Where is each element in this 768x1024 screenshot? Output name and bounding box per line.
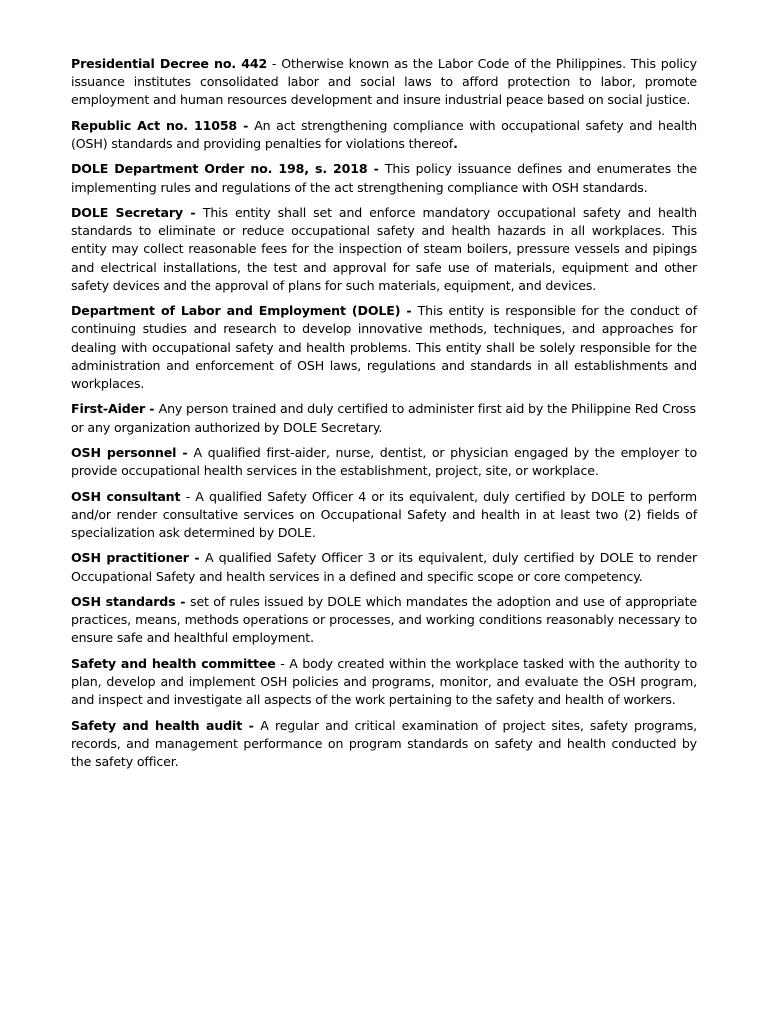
definition-osh-consultant [71,488,697,543]
definition-separator: - [267,56,282,71]
definition-term: DOLE Secretary [71,204,183,220]
definition-term: OSH personnel [71,444,177,460]
definition-text: This entity is responsible for the conduct of continuing studies and research to develop innovative methods, techniques, and approaches for dealing with occupational safety and health problems. This entity shall be solely responsible for the administration and enforcement of OSH laws, regulations and standards in all establishments and workplaces. [71,303,698,391]
definition-separator: - [275,655,290,671]
definition-separator: - [237,117,255,133]
definition-separator: - [188,550,206,566]
definition-separator: - [182,204,203,220]
definition-term: DOLE Department Order no. 198, s. 2018 [71,161,368,177]
definition-separator: - [145,401,159,417]
definition-term: Presidential Decree no. 442 [71,56,268,71]
definition-presidential-decree-442 [71,55,697,110]
definition-safety-and-health-audit [71,717,697,772]
definition-dole-secretary [71,204,697,295]
definition-separator: - [176,444,194,460]
definition-text: A qualified Safety Officer 4 or its equivalent, duly certified by DOLE to perform and/or render consultative services on Occupational Safety and health in at least two (2) fields of specialization ask determined by DOLE. [71,488,698,540]
definition-term: OSH practitioner [71,550,189,566]
definition-term: Department of Labor and Employment (DOLE) [71,303,401,319]
definition-term: OSH standards [71,593,176,609]
definition-separator: - [180,488,196,504]
definition-osh-practitioner [71,549,697,585]
definition-text: This entity shall set and enforce mandatory occupational safety and health standards to eliminate or reduce occupational safety and health hazards in all workplaces. This entity may collect reasonable fees for the inspection of steam boilers, pressure vessels and pipings and electrical installations, the test and approval for safe use of materials, equipment and other safety devices and the approval of plans for such materials, equipment, and devices. [71,204,697,293]
definition-separator: - [367,161,385,177]
definition-text: Any person trained and duly certified to administer first aid by the Philippine Red Cross or any organization authorized by DOLE Secretary. [71,401,696,435]
definition-text: A qualified first-aider, nurse, dentist, or physician engaged by the employer to provide occupational health services in the establishment, project, site, or workplace. [71,444,697,479]
definition-osh-standards [71,593,697,648]
definition-republic-act-11058 [71,117,697,153]
glossary-page [71,55,697,778]
definition-separator: - [175,593,191,609]
definition-term: Safety and health committee [71,655,276,671]
definition-text: A body created within the workplace tasked with the authority to plan, develop and implement OSH policies and programs, monitor, and evaluate the OSH program, and inspect and investigate all aspects of the work pertaining to the safety and health of workers. [71,655,697,708]
definition-term: OSH consultant [71,488,181,504]
definition-dole [71,302,697,393]
definition-term: First-Aider [71,401,146,417]
definition-text: An act strengthening compliance with occupational safety and health (OSH) standards and providing penalties for violations thereof [71,117,697,151]
definition-text: A qualified Safety Officer 3 or its equivalent, duly certified by DOLE to render Occupational Safety and health services in a defined and specific scope or core competency. [71,550,697,584]
definition-text: A regular and critical examination of project sites, safety programs, records, and management performance on program standards on safety and health conducted by the safety officer. [71,717,698,769]
definition-safety-and-health-committee [71,655,697,710]
definition-term: Safety and health audit [71,717,243,733]
definition-text: This policy issuance defines and enumerates the implementing rules and regulations of the act strengthening compliance with OSH standards. [71,161,697,195]
definition-osh-personnel [71,444,697,480]
definition-text: set of rules issued by DOLE which mandates the adoption and use of appropriate practices, means, methods operations or processes, and working conditions reasonably necessary to ensure safe and healthful employment. [71,593,698,646]
definition-term: Republic Act no. 11058 [71,117,238,133]
definition-separator: - [242,717,261,733]
definition-first-aider [71,400,697,436]
definition-separator: - [400,303,418,319]
definition-dole-department-order-198 [71,160,697,196]
definition-tail: . [453,136,458,151]
definition-text: Otherwise known as the Labor Code of the Philippines. This policy issuance institutes consolidated labor and social laws to afford protection to labor, promote employment and human resources development and insure industrial peace based on social justice. [71,56,697,108]
